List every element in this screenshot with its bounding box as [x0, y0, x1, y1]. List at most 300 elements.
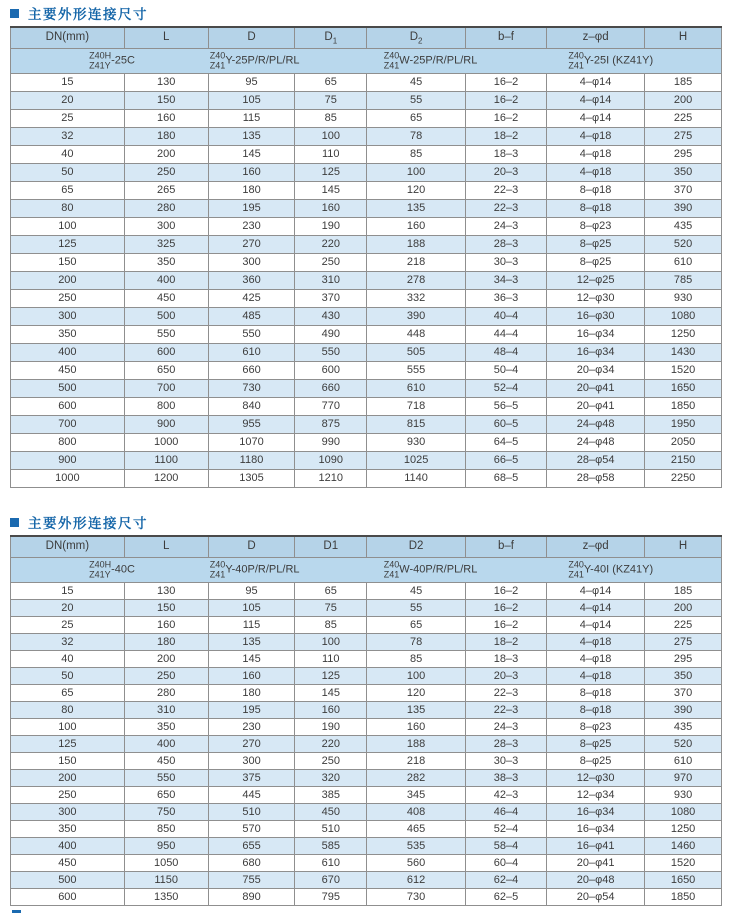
table-cell: 120: [367, 182, 466, 200]
table-cell: 16–φ34: [547, 804, 645, 821]
table-cell: 110: [295, 651, 367, 668]
table-cell: 55: [367, 92, 466, 110]
col-header-d2: $D_2$: [367, 27, 466, 49]
table-cell: 1850: [645, 889, 722, 906]
table-cell: 300: [124, 218, 208, 236]
table-cell: 600: [295, 362, 367, 380]
table-cell: 500: [11, 380, 125, 398]
table-cell: 78: [367, 634, 466, 651]
table-cell: 65: [295, 74, 367, 92]
table-cell: 16–2: [466, 110, 547, 128]
table-cell: 320: [295, 770, 367, 787]
table-cell: 900: [124, 416, 208, 434]
table-cell: 800: [124, 398, 208, 416]
table-cell: 295: [645, 651, 722, 668]
table-cell: 930: [645, 787, 722, 804]
table-cell: 45: [367, 583, 466, 600]
table-row: [11, 128, 722, 146]
table-cell: 300: [208, 753, 295, 770]
table-cell: 505: [367, 344, 466, 362]
table-cell: 275: [645, 128, 722, 146]
table-cell: 32: [11, 634, 125, 651]
table-cell: 445: [208, 787, 295, 804]
table-cell: 50: [11, 668, 125, 685]
table-cell: 265: [124, 182, 208, 200]
model-designation-row: [11, 49, 722, 74]
table-row: [11, 290, 722, 308]
table-cell: 1650: [645, 872, 722, 889]
table-cell: 85: [295, 617, 367, 634]
table-cell: 52–4: [466, 380, 547, 398]
table-cell: 18–3: [466, 651, 547, 668]
table-cell: 195: [208, 702, 295, 719]
table-cell: 115: [208, 617, 295, 634]
table-cell: 785: [645, 272, 722, 290]
table-cell: 20–φ41: [547, 398, 645, 416]
table-cell: 185: [645, 583, 722, 600]
column-header-row: [11, 536, 722, 558]
model-designation: Z40 Z41 Y-25I (KZ41Y): [568, 50, 654, 70]
table-cell: 370: [645, 182, 722, 200]
table-cell: 38–3: [466, 770, 547, 787]
table-cell: 12–φ30: [547, 770, 645, 787]
table-cell: 1090: [295, 452, 367, 470]
table-cell: 300: [208, 254, 295, 272]
table-cell: 4–φ18: [547, 164, 645, 182]
table-row: [11, 236, 722, 254]
table-cell: 450: [11, 855, 125, 872]
table-cell: 78: [367, 128, 466, 146]
table-cell: 350: [645, 164, 722, 182]
table-cell: 16–2: [466, 92, 547, 110]
table-cell: 1050: [124, 855, 208, 872]
table-row: [11, 380, 722, 398]
table-cell: 610: [208, 344, 295, 362]
table-cell: 890: [208, 889, 295, 906]
table-row: [11, 308, 722, 326]
table-cell: 16–2: [466, 583, 547, 600]
table-cell: 555: [367, 362, 466, 380]
table-row: [11, 254, 722, 272]
table-cell: 100: [295, 128, 367, 146]
table-cell: 30–3: [466, 254, 547, 272]
table-cell: 135: [367, 702, 466, 719]
table-cell: 145: [295, 182, 367, 200]
table-cell: 145: [295, 685, 367, 702]
table-cell: 450: [124, 753, 208, 770]
col-header-d: D: [208, 27, 295, 49]
table-cell: 46–4: [466, 804, 547, 821]
table-row: [11, 326, 722, 344]
col-header-d1: $D_1$: [295, 27, 367, 49]
table-cell: 550: [208, 326, 295, 344]
table-cell: 20: [11, 92, 125, 110]
table-row: [11, 600, 722, 617]
table-cell: 465: [367, 821, 466, 838]
table-cell: 200: [124, 146, 208, 164]
table-cell: 8–φ25: [547, 254, 645, 272]
model-designation-cell: [11, 49, 722, 74]
table-cell: 400: [124, 272, 208, 290]
table-cell: 250: [124, 164, 208, 182]
table-cell: 400: [124, 736, 208, 753]
table-cell: 24–φ48: [547, 434, 645, 452]
table-cell: 50–4: [466, 362, 547, 380]
table-row: [11, 821, 722, 838]
table-cell: 55: [367, 600, 466, 617]
table-row: [11, 617, 722, 634]
table-row: [11, 804, 722, 821]
table-cell: 795: [295, 889, 367, 906]
table-cell: 295: [645, 146, 722, 164]
section-title: [10, 5, 722, 21]
table-cell: 700: [11, 416, 125, 434]
table-cell: 350: [124, 254, 208, 272]
table-cell: 32: [11, 128, 125, 146]
table-cell: 22–3: [466, 702, 547, 719]
table-cell: 840: [208, 398, 295, 416]
table-cell: 20–φ54: [547, 889, 645, 906]
table-body: [11, 583, 722, 906]
table-cell: 188: [367, 236, 466, 254]
table-cell: 24–3: [466, 218, 547, 236]
table-cell: 62–5: [466, 889, 547, 906]
table-cell: 570: [208, 821, 295, 838]
table-cell: 185: [645, 74, 722, 92]
table-cell: 8–φ25: [547, 236, 645, 254]
table-cell: 4–φ18: [547, 668, 645, 685]
table-cell: 220: [295, 736, 367, 753]
table-cell: 390: [645, 702, 722, 719]
table-cell: 100: [367, 668, 466, 685]
col-header-d: D: [208, 536, 295, 558]
table-cell: 160: [124, 110, 208, 128]
table-row: [11, 753, 722, 770]
table-cell: 40: [11, 651, 125, 668]
table-cell: 190: [295, 218, 367, 236]
table-cell: 30–3: [466, 753, 547, 770]
table-cell: 16–φ34: [547, 326, 645, 344]
table-cell: 125: [295, 164, 367, 182]
table-cell: 200: [11, 770, 125, 787]
table-cell: 375: [208, 770, 295, 787]
table-cell: 4–φ18: [547, 128, 645, 146]
table-cell: 20–φ41: [547, 380, 645, 398]
table-row: [11, 872, 722, 889]
table-cell: 1025: [367, 452, 466, 470]
table-cell: 535: [367, 838, 466, 855]
table-cell: 400: [11, 838, 125, 855]
table-cell: 1080: [645, 804, 722, 821]
table-cell: 2050: [645, 434, 722, 452]
table-row: [11, 685, 722, 702]
table-cell: 125: [11, 236, 125, 254]
table-cell: 8–φ23: [547, 218, 645, 236]
table-cell: 16–φ34: [547, 344, 645, 362]
table-cell: 1430: [645, 344, 722, 362]
table-cell: 16–2: [466, 617, 547, 634]
table-cell: 100: [11, 218, 125, 236]
table-cell: 448: [367, 326, 466, 344]
table-cell: 350: [124, 719, 208, 736]
table-cell: 65: [11, 685, 125, 702]
table-cell: 85: [367, 651, 466, 668]
table-cell: 135: [208, 128, 295, 146]
table-cell: 4–φ14: [547, 110, 645, 128]
table-cell: 65: [11, 182, 125, 200]
table-cell: 145: [208, 651, 295, 668]
table-row: [11, 719, 722, 736]
table-cell: 1520: [645, 362, 722, 380]
table-cell: 2150: [645, 452, 722, 470]
table-cell: 610: [295, 855, 367, 872]
table-row: [11, 470, 722, 488]
table-body: [11, 74, 722, 488]
table-cell: 8–φ18: [547, 200, 645, 218]
col-header-zphid: z–φd: [547, 536, 645, 558]
table-cell: 730: [208, 380, 295, 398]
table-cell: 770: [295, 398, 367, 416]
col-header-d2: D2: [367, 536, 466, 558]
table-cell: 15: [11, 583, 125, 600]
col-header-dn: DN(mm): [11, 536, 125, 558]
table-cell: 180: [124, 128, 208, 146]
table-cell: 18–2: [466, 128, 547, 146]
table-cell: 1200: [124, 470, 208, 488]
table-cell: 24–3: [466, 719, 547, 736]
table-cell: 325: [124, 236, 208, 254]
table-row: [11, 146, 722, 164]
table-cell: 8–φ25: [547, 753, 645, 770]
table-row: [11, 272, 722, 290]
table-cell: 160: [208, 164, 295, 182]
table-cell: 15: [11, 74, 125, 92]
table-row: [11, 583, 722, 600]
table-cell: 200: [11, 272, 125, 290]
table-cell: 48–4: [466, 344, 547, 362]
table-cell: 850: [124, 821, 208, 838]
table-cell: 585: [295, 838, 367, 855]
table-cell: 180: [208, 182, 295, 200]
table-cell: 4–φ14: [547, 92, 645, 110]
table-cell: 200: [645, 600, 722, 617]
table-cell: 1460: [645, 838, 722, 855]
table-cell: 12–φ25: [547, 272, 645, 290]
table-row: [11, 362, 722, 380]
table-cell: 28–3: [466, 236, 547, 254]
table-cell: 40: [11, 146, 125, 164]
table-cell: 16–φ41: [547, 838, 645, 855]
table-cell: 65: [367, 617, 466, 634]
table-cell: 62–4: [466, 872, 547, 889]
table-cell: 42–3: [466, 787, 547, 804]
table-cell: 80: [11, 702, 125, 719]
table-cell: 1180: [208, 452, 295, 470]
table-cell: 1070: [208, 434, 295, 452]
table-cell: 385: [295, 787, 367, 804]
table-cell: 520: [645, 236, 722, 254]
table-cell: 20: [11, 600, 125, 617]
table-cell: 435: [645, 218, 722, 236]
table-cell: 75: [295, 92, 367, 110]
col-header-dn: DN(mm): [11, 27, 125, 49]
table-cell: 310: [124, 702, 208, 719]
model-designation: Z40 Z41 Y-40P/R/PL/RL: [209, 559, 300, 579]
col-header-d1: D1: [295, 536, 367, 558]
table-cell: 278: [367, 272, 466, 290]
section-pn25: [10, 5, 722, 488]
table-cell: 115: [208, 110, 295, 128]
table-row: [11, 398, 722, 416]
table-cell: 1150: [124, 872, 208, 889]
table-cell: 220: [295, 236, 367, 254]
table-cell: 955: [208, 416, 295, 434]
table-cell: 65: [367, 110, 466, 128]
table-cell: 18–2: [466, 634, 547, 651]
table-cell: 930: [367, 434, 466, 452]
section-bullet-icon: [10, 518, 19, 527]
table-cell: 8–φ18: [547, 182, 645, 200]
col-header-bf: b–f: [466, 536, 547, 558]
table-cell: 610: [645, 753, 722, 770]
table-cell: 2250: [645, 470, 722, 488]
table-cell: 135: [367, 200, 466, 218]
table-cell: 450: [11, 362, 125, 380]
table-cell: 22–3: [466, 200, 547, 218]
table-cell: 1100: [124, 452, 208, 470]
table-row: [11, 668, 722, 685]
table-cell: 130: [124, 74, 208, 92]
table-row: [11, 182, 722, 200]
table-cell: 150: [124, 92, 208, 110]
table-cell: 1250: [645, 326, 722, 344]
table-cell: 500: [11, 872, 125, 889]
table-cell: 16–2: [466, 600, 547, 617]
table-cell: 660: [295, 380, 367, 398]
table-row: [11, 634, 722, 651]
table-cell: 85: [295, 110, 367, 128]
table-cell: 970: [645, 770, 722, 787]
table-cell: 8–φ18: [547, 685, 645, 702]
table-cell: 700: [124, 380, 208, 398]
model-designation-cell: [11, 558, 722, 583]
table-cell: 135: [208, 634, 295, 651]
table-cell: 1520: [645, 855, 722, 872]
table-cell: 600: [124, 344, 208, 362]
model-designation: Z40H Z41Y -25C: [89, 50, 135, 70]
table-cell: 20–3: [466, 668, 547, 685]
table-cell: 250: [124, 668, 208, 685]
table-cell: 400: [11, 344, 125, 362]
table-cell: 8–φ23: [547, 719, 645, 736]
table-cell: 520: [645, 736, 722, 753]
table-cell: 332: [367, 290, 466, 308]
table-cell: 655: [208, 838, 295, 855]
table-cell: 44–4: [466, 326, 547, 344]
table-cell: 58–4: [466, 838, 547, 855]
table-cell: 900: [11, 452, 125, 470]
table-cell: 230: [208, 218, 295, 236]
table-cell: 100: [367, 164, 466, 182]
table-cell: 800: [11, 434, 125, 452]
table-cell: 350: [645, 668, 722, 685]
table-cell: 650: [124, 787, 208, 804]
table-cell: 1210: [295, 470, 367, 488]
table-cell: 408: [367, 804, 466, 821]
table-row: [11, 855, 722, 872]
table-cell: 190: [295, 719, 367, 736]
table-cell: 550: [124, 770, 208, 787]
table-cell: 650: [124, 362, 208, 380]
table-cell: 20–φ34: [547, 362, 645, 380]
table-cell: 65: [295, 583, 367, 600]
table-cell: 100: [295, 634, 367, 651]
table-cell: 750: [124, 804, 208, 821]
table-cell: 1350: [124, 889, 208, 906]
table-cell: 125: [11, 736, 125, 753]
table-cell: 16–2: [466, 74, 547, 92]
table-cell: 950: [124, 838, 208, 855]
table-cell: 28–φ58: [547, 470, 645, 488]
table-row: [11, 218, 722, 236]
table-cell: 150: [11, 753, 125, 770]
table-cell: 1080: [645, 308, 722, 326]
table-cell: 660: [208, 362, 295, 380]
col-header-bf: b–f: [466, 27, 547, 49]
table-cell: 1850: [645, 398, 722, 416]
table-cell: 600: [11, 398, 125, 416]
table-cell: 8–φ18: [547, 702, 645, 719]
table-cell: 550: [295, 344, 367, 362]
table-cell: 230: [208, 719, 295, 736]
table-cell: 66–5: [466, 452, 547, 470]
table-cell: 150: [11, 254, 125, 272]
table-cell: 250: [11, 290, 125, 308]
table-cell: 50: [11, 164, 125, 182]
table-row: [11, 651, 722, 668]
table-cell: 490: [295, 326, 367, 344]
table-cell: 1000: [11, 470, 125, 488]
table-cell: 755: [208, 872, 295, 889]
table-cell: 85: [367, 146, 466, 164]
section-pn40: [10, 514, 722, 906]
table-cell: 560: [367, 855, 466, 872]
table-cell: 1950: [645, 416, 722, 434]
table-cell: 370: [645, 685, 722, 702]
table-cell: 4–φ14: [547, 583, 645, 600]
table-cell: 280: [124, 685, 208, 702]
table-cell: 930: [645, 290, 722, 308]
table-cell: 4–φ18: [547, 634, 645, 651]
table-cell: 4–φ18: [547, 651, 645, 668]
table-cell: 130: [124, 583, 208, 600]
table-cell: 56–5: [466, 398, 547, 416]
table-cell: 20–φ41: [547, 855, 645, 872]
table-cell: 120: [367, 685, 466, 702]
table-row: [11, 74, 722, 92]
dimensions-table-pn25: [10, 26, 722, 488]
table-cell: 40–4: [466, 308, 547, 326]
table-cell: 45: [367, 74, 466, 92]
table-row: [11, 110, 722, 128]
table-cell: 600: [11, 889, 125, 906]
table-cell: 18–3: [466, 146, 547, 164]
table-cell: 200: [645, 92, 722, 110]
table-row: [11, 838, 722, 855]
table-cell: 875: [295, 416, 367, 434]
table-row: [11, 164, 722, 182]
table-cell: 68–5: [466, 470, 547, 488]
